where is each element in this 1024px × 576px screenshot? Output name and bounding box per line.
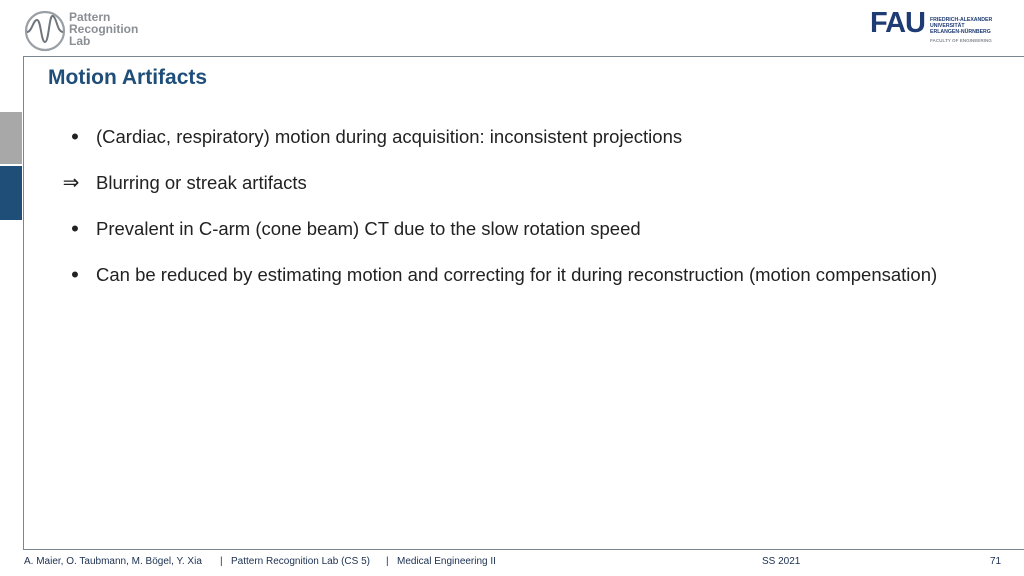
list-item-text: Blurring or streak artifacts xyxy=(96,172,307,193)
slide-title: Motion Artifacts xyxy=(48,66,208,89)
list-item xyxy=(60,216,960,242)
pattern-recognition-lab-logo xyxy=(24,8,154,52)
fau-logo xyxy=(870,8,1000,46)
list-item xyxy=(60,262,960,288)
bullet-list xyxy=(60,124,960,308)
list-item-text: Can be reduced by estimating motion and correcting for it during reconstruction (motion compensation) xyxy=(96,264,938,285)
bullet-icon: • xyxy=(71,216,79,241)
list-item-text: (Cardiac, respiratory) motion during acquisition: inconsistent projections xyxy=(96,126,683,147)
lab-logo-line-1: Pattern xyxy=(69,10,111,24)
fau-line-2: UNIVERSITÄT xyxy=(930,23,965,29)
fau-line-3: ERLANGEN-NÜRNBERG xyxy=(930,29,991,35)
lab-logo-line-2: Recognition xyxy=(69,22,139,36)
footer-lab: Pattern Recognition Lab (CS 5) xyxy=(231,556,370,567)
fau-faculty: FACULTY OF ENGINEERING xyxy=(930,38,992,43)
bullet-icon: • xyxy=(71,124,79,149)
bullet-icon: • xyxy=(71,262,79,287)
slide-header xyxy=(0,0,1024,56)
list-item-text: Prevalent in C-arm (cone beam) CT due to the slow rotation speed xyxy=(96,218,641,239)
footer-separator: | xyxy=(220,556,223,567)
fau-line-1: FRIEDRICH-ALEXANDER xyxy=(930,17,993,23)
side-accent-gray xyxy=(0,112,22,164)
list-item xyxy=(60,124,960,150)
implies-arrow-icon: ⇒ xyxy=(62,172,80,194)
page-number: 71 xyxy=(990,556,1002,567)
fau-wordmark: FAU xyxy=(870,7,925,39)
footer-course: Medical Engineering II xyxy=(397,556,496,567)
footer-authors: A. Maier, O. Taubmann, M. Bögel, Y. Xia xyxy=(24,556,202,567)
footer-term: SS 2021 xyxy=(762,556,801,567)
lab-logo-icon xyxy=(24,10,66,52)
side-accent-blue xyxy=(0,166,22,220)
lab-logo-line-3: Lab xyxy=(69,34,91,48)
list-item xyxy=(60,170,960,196)
footer-separator: | xyxy=(386,556,389,567)
